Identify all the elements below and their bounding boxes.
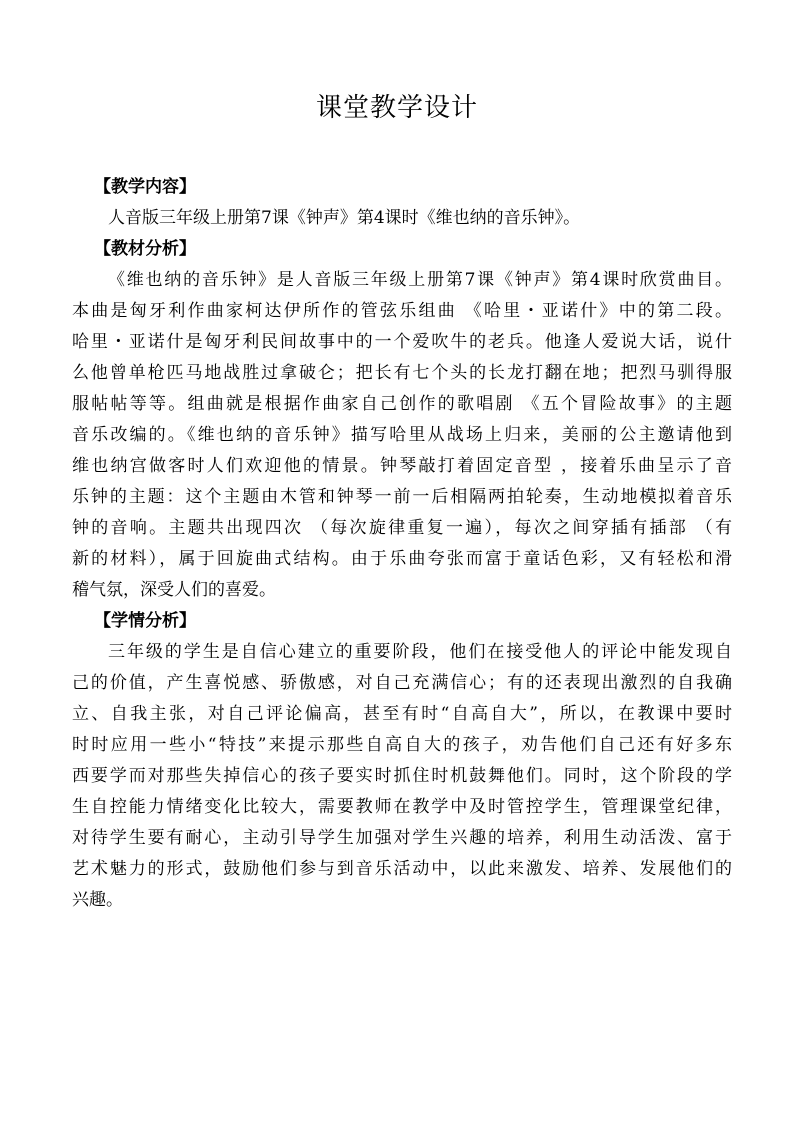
paragraph-line: 服帖帖等等。组曲就是根据作曲家自己创作的歌唱剧 《五个冒险故事》的主题 (72, 394, 732, 414)
paragraph-line: 么他曾单枪匹马地战胜过拿破仑；把长有七个头的长龙打翻在地；把烈马驯得服 (72, 363, 732, 383)
section-heading-teaching-content: 【教学内容】 (94, 177, 196, 197)
paragraph-line: 生自控能力情绪变化比较大，需要教师在教学中及时管控学生，管理课堂纪律， (72, 797, 732, 817)
paragraph-line: 对待学生要有耐心，主动引导学生加强对学生兴趣的培养，利用生动活泼、富于 (72, 828, 732, 848)
paragraph-line: 哈里・亚诺什是匈牙利民间故事中的一个爱吹牛的老兵。他逢人爱说大话，说什 (72, 332, 732, 352)
paragraph-material-analysis (72, 265, 732, 606)
paragraph-line: 己的价值，产生喜悦感、骄傲感，对自己充满信心；有的还表现出激烈的自我确 (72, 673, 732, 693)
paragraph-line: 人音版三年级上册第7课《钟声》第4课时《维也纳的音乐钟》。 (108, 208, 581, 228)
paragraph-teaching-content (72, 203, 732, 234)
section-teaching-content (72, 172, 732, 234)
page-title: 课堂教学设计 (315, 93, 478, 123)
section-material-analysis (72, 234, 732, 606)
paragraph-student-analysis (72, 637, 732, 916)
paragraph-line: 时时应用一些小“特技”来提示那些自高自大的孩子，劝告他们自己还有好多东 (72, 735, 732, 755)
paragraph-line: 西要学而对那些失掉信心的孩子要实时抓住时机鼓舞他们。同时，这个阶段的学 (72, 766, 732, 786)
paragraph-line: 《维也纳的音乐钟》是人音版三年级上册第7课《钟声》第4课时欣赏曲目。 (108, 270, 732, 290)
paragraph-line: 稽气氛，深受人们的喜爱。 (72, 580, 276, 600)
paragraph-line: 新的材料），属于回旋曲式结构。由于乐曲夸张而富于童话色彩，又有轻松和滑 (72, 549, 732, 569)
section-heading-material-analysis: 【教材分析】 (94, 239, 196, 259)
paragraph-line: 兴趣。 (72, 890, 123, 910)
paragraph-line: 乐钟的主题：这个主题由木管和钟琴一前一后相隔两拍轮奏，生动地模拟着音乐 (72, 487, 732, 507)
paragraph-line: 维也纳宫做客时人们欢迎他的情景。钟琴敲打着固定音型 ，接着乐曲呈示了音 (72, 456, 732, 476)
paragraph-line: 三年级的学生是自信心建立的重要阶段，他们在接受他人的评论中能发现自 (108, 642, 732, 662)
paragraph-line: 立、自我主张，对自己评论偏高，甚至有时“自高自大”，所以，在教课中要时 (72, 704, 732, 724)
paragraph-line: 音乐改编的。《维也纳的音乐钟》描写哈里从战场上归来，美丽的公主邀请他到 (72, 425, 732, 445)
section-student-analysis (72, 606, 732, 916)
paragraph-line: 钟的音响。主题共出现四次 （每次旋律重复一遍），每次之间穿插有插部 （有 (72, 518, 732, 538)
section-heading-student-analysis: 【学情分析】 (94, 611, 196, 631)
document-body (72, 172, 732, 916)
paragraph-line: 艺术魅力的形式，鼓励他们参与到音乐活动中，以此来激发、培养、发展他们的 (72, 859, 732, 879)
paragraph-line: 本曲是匈牙利作曲家柯达伊所作的管弦乐组曲 《哈里・亚诺什》中的第二段。 (72, 301, 732, 321)
